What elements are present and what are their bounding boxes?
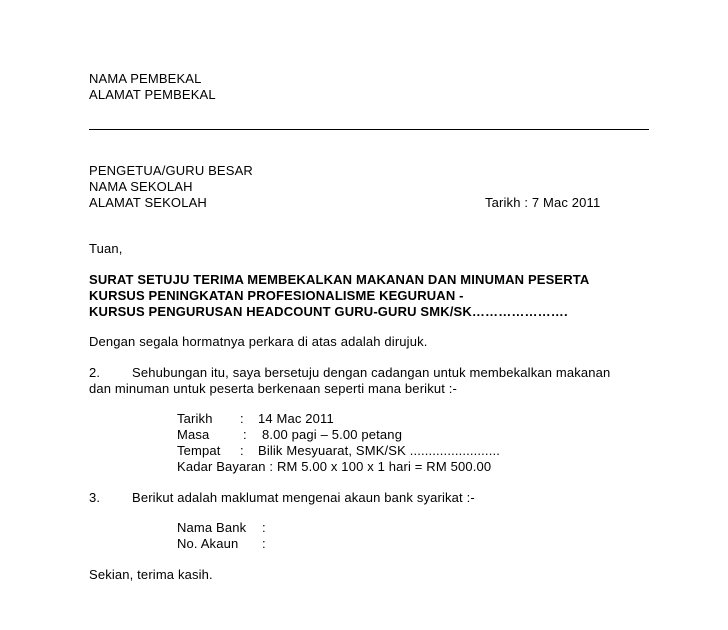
detail-tarikh-label: Tarikh [177,411,213,426]
salutation: Tuan, [89,241,123,256]
para2-number: 2. [89,365,101,380]
para3-number: 3. [89,490,101,505]
detail-masa-value: 8.00 pagi – 5.00 petang [262,427,403,442]
recipient-school-name: NAMA SEKOLAH [89,179,193,194]
detail-tempat-label: Tempat [177,443,221,458]
subject-line-1: SURAT SETUJU TERIMA MEMBEKALKAN MAKANAN DAN MINUMAN PESERTA [89,272,590,287]
subject-line-3: KURSUS PENGURUSAN HEADCOUNT GURU-GURU SMK/SK…………………. [89,304,568,319]
bank-name-colon: : [262,520,266,535]
recipient-school-address: ALAMAT SEKOLAH [89,195,207,210]
subject-line-2: KURSUS PENINGKATAN PROFESIONALISME KEGURUAN - [89,288,464,303]
detail-masa-colon: : [243,427,247,442]
bank-name-label: Nama Bank [177,520,247,535]
detail-tempat-value: Bilik Mesyuarat, SMK/SK ........................ [258,443,500,458]
detail-tarikh-colon: : [240,411,244,426]
recipient-title: PENGETUA/GURU BESAR [89,163,253,178]
detail-masa-label: Masa [177,427,210,442]
sender-name: NAMA PEMBEKAL [89,71,202,86]
closing-text: Sekian, terima kasih. [89,567,213,582]
letter-date: Tarikh : 7 Mac 2011 [485,195,601,210]
bank-account-label: No. Akaun [177,536,239,551]
header-divider [89,129,649,130]
detail-tarikh-value: 14 Mac 2011 [258,411,334,426]
detail-tempat-colon: : [240,443,244,458]
para3-text: Berikut adalah maklumat mengenai akaun bank syarikat :- [132,490,475,505]
sender-address: ALAMAT PEMBEKAL [89,87,216,102]
detail-kadar-bayaran: Kadar Bayaran : RM 5.00 x 100 x 1 hari = RM 500.00 [177,459,492,474]
para2-line-2: dan minuman untuk peserta berkenaan seperti mana berikut :- [89,381,458,396]
intro-paragraph: Dengan segala hormatnya perkara di atas adalah dirujuk. [89,334,428,349]
para2-line-1: Sehubungan itu, saya bersetuju dengan cadangan untuk membekalkan makanan [132,365,611,380]
bank-account-colon: : [262,536,266,551]
